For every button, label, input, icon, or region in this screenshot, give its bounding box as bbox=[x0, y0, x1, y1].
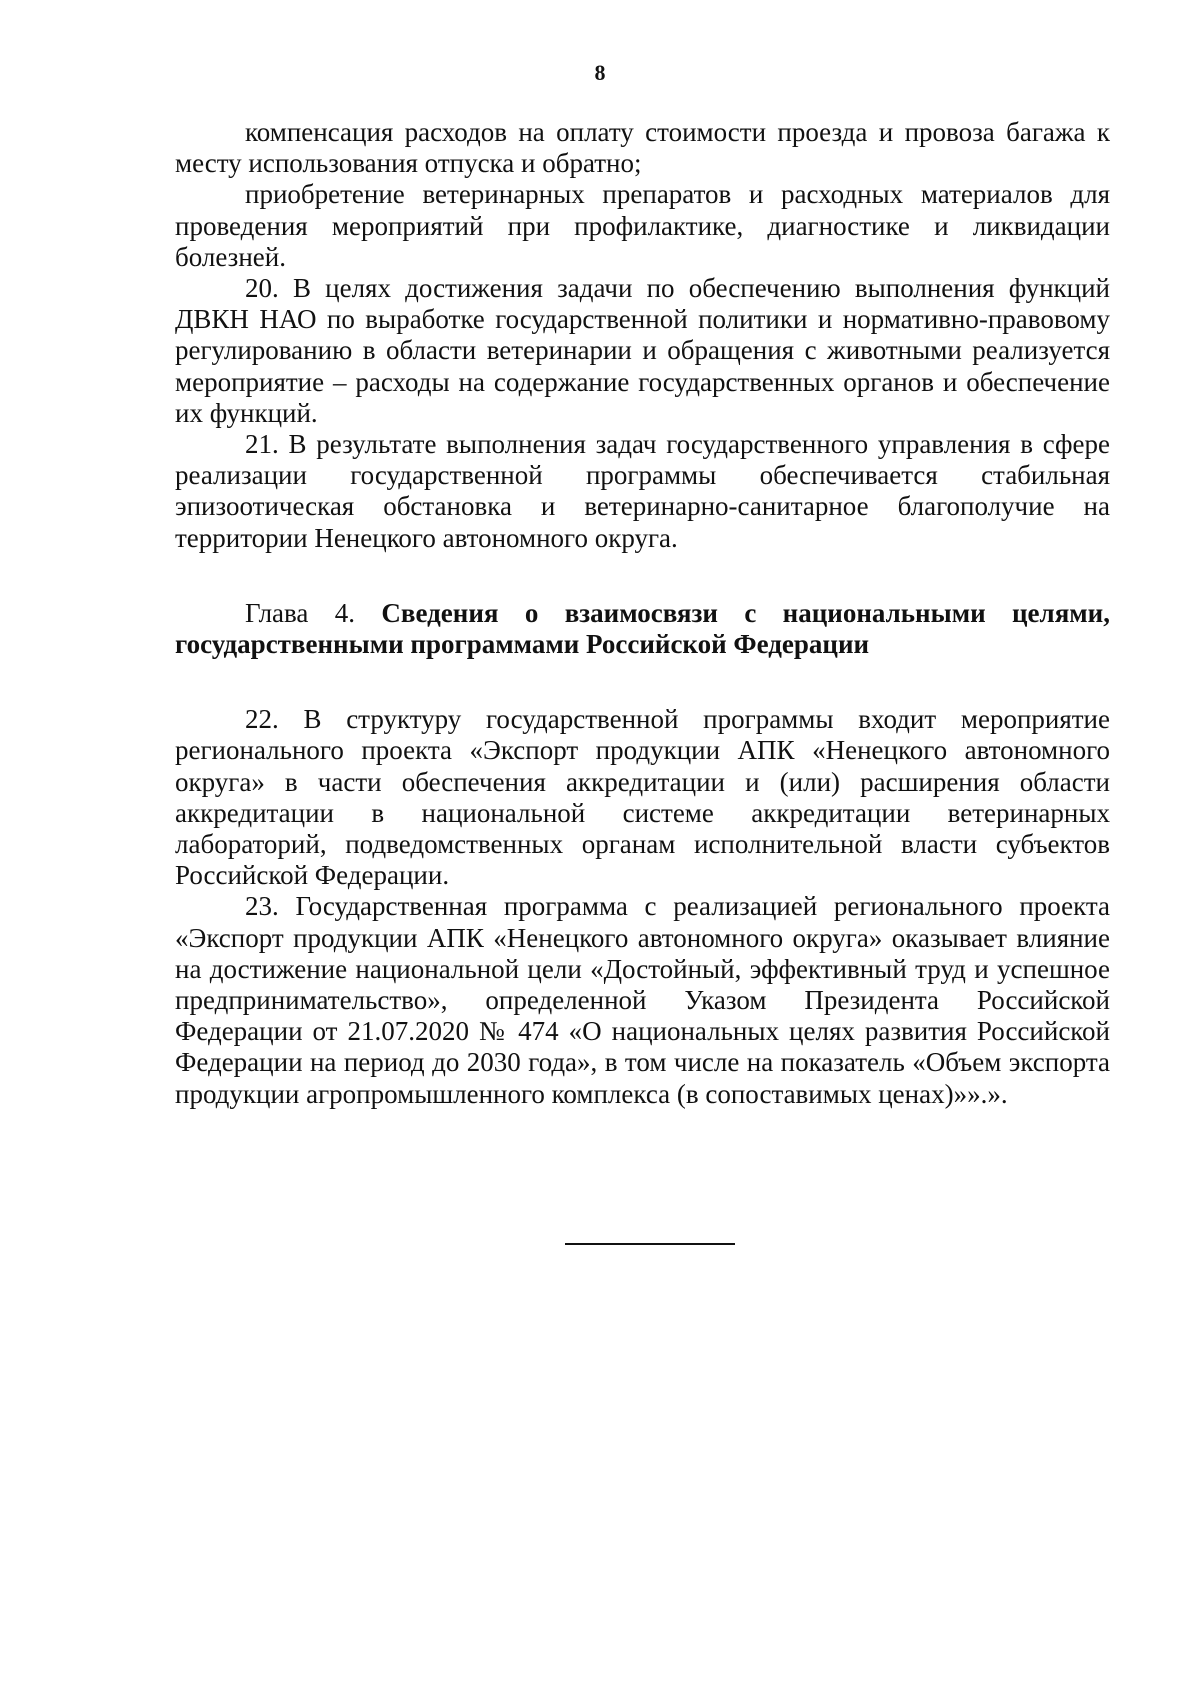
end-of-document-rule bbox=[565, 1243, 735, 1245]
paragraph-vet-supplies: приобретение ветеринарных препаратов и расходных материалов для проведения мероприятий при профилактике, диагностике и ликвидации болезней. bbox=[175, 179, 1110, 272]
chapter-number: Глава 4. bbox=[245, 597, 356, 628]
paragraph-compensation: компенсация расходов на оплату стоимости проезда и провоза багажа к месту использования отпуска и обратно; bbox=[175, 117, 1110, 179]
paragraph-22: 22. В структуру государственной программы входит мероприятие регионального проекта «Экспорт продукции АПК «Ненецкого автономного округа» в части обеспечения аккредитации и (или) расширения области аккредитации в национальной системе аккредитации ветеринарных лабораторий, подведомственных органам исполнительной власти субъектов Российской Федерации. bbox=[175, 704, 1110, 891]
paragraph-20: 20. В целях достижения задачи по обеспечению выполнения функций ДВКН НАО по выработке государственной политики и нормативно-правовому регулированию в области ветеринарии и обращения с животными реализуется мероприятие – расходы на содержание государственных органов и обеспечение их функций. bbox=[175, 273, 1110, 428]
paragraph-21: 21. В результате выполнения задач государственного управления в сфере реализации государственной программы обеспечивается стабильная эпизоотическая обстановка и ветеринарно-санитарное благополучие на территории Ненецкого автономного округа. bbox=[175, 429, 1110, 553]
document-body bbox=[175, 117, 1110, 1110]
page-number: 8 bbox=[594, 60, 606, 85]
chapter-heading bbox=[175, 598, 1110, 660]
paragraph-23: 23. Государственная программа с реализацией регионального проекта «Экспорт продукции АПК «Ненецкого автономного округа» оказывает влияние на достижение национальной цели «Достойный, эффективный труд и успешное предпринимательство», определенной Указом Президента Российской Федерации от 21.07.2020 № 474 «О национальных целях развития Российской Федерации на период до 2030 года», в том числе на показатель «Объем экспорта продукции агропромышленного комплекса (в сопоставимых ценах)»».». bbox=[175, 891, 1110, 1109]
chapter-title: Сведения о взаимосвязи с национальными целями, государственными программами Российской Федерации bbox=[175, 597, 1110, 660]
